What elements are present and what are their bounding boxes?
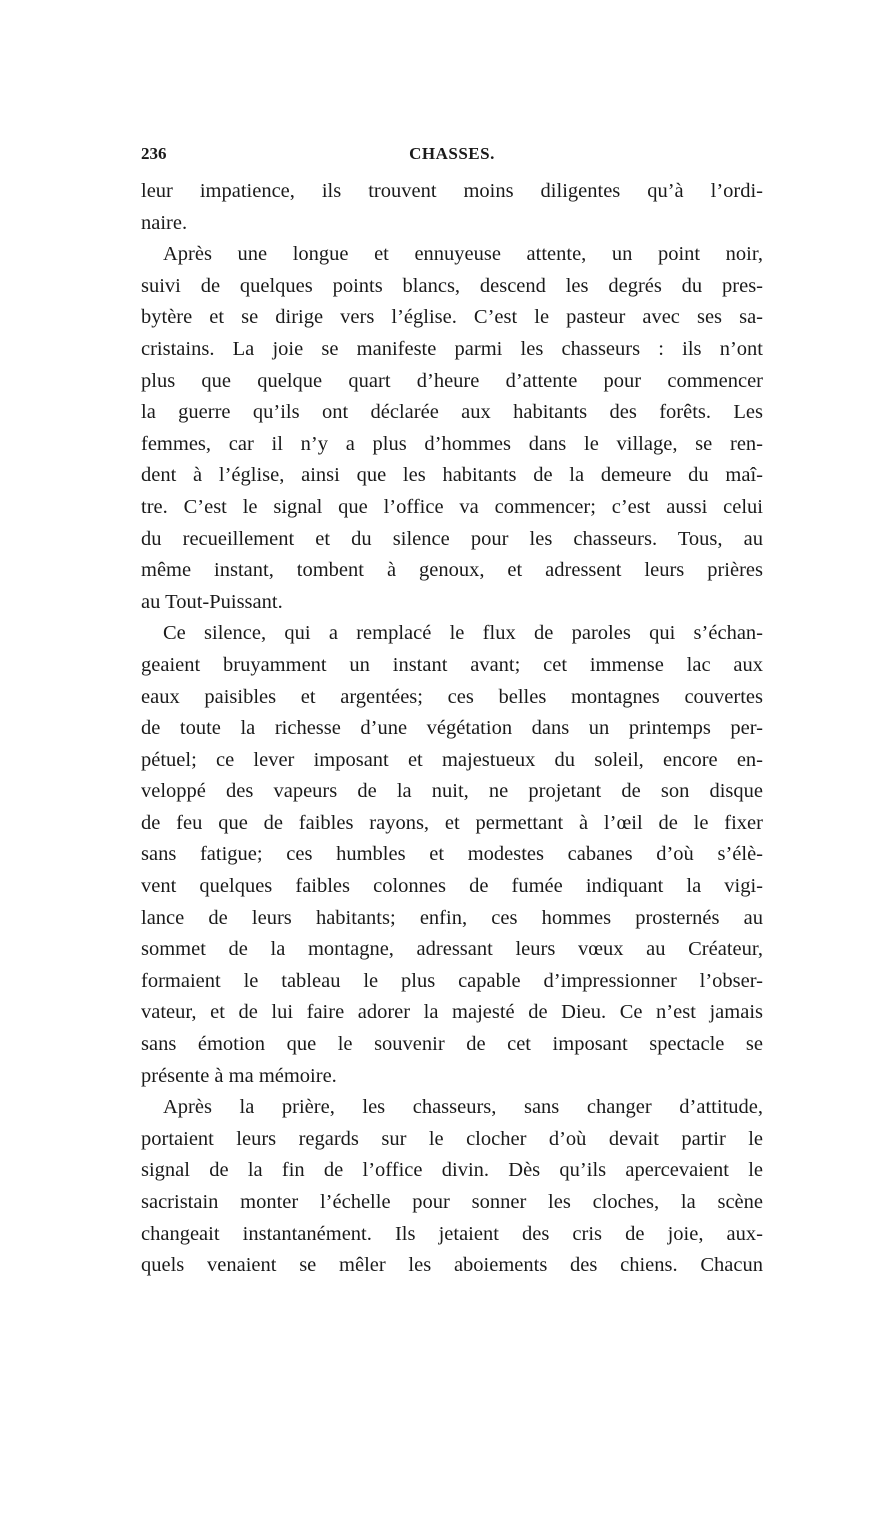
text-line: sans fatigue; ces humbles et modestes cabanes d’où s’élè-: [141, 843, 763, 866]
text-line: présente à ma mémoire.: [141, 1064, 337, 1087]
text-line: la guerre qu’ils ont déclarée aux habitants des forêts. Les: [141, 401, 763, 424]
text-line: sommet de la montagne, adressant leurs vœux au Créateur,: [141, 938, 763, 961]
text-line: dent à l’église, ainsi que les habitants de la demeure du maî-: [141, 464, 763, 487]
text-line: de toute la richesse d’une végétation dans un printemps per-: [141, 717, 763, 740]
text-line: sans émotion que le souvenir de cet imposant spectacle se: [141, 1033, 763, 1056]
text-line: formaient le tableau le plus capable d’impressionner l’obser-: [141, 969, 763, 992]
text-line: bytère et se dirige vers l’église. C’est le pasteur avec ses sa-: [141, 306, 763, 329]
paragraph: [141, 618, 763, 1092]
text-line: même instant, tombent à genoux, et adressent leurs prières: [141, 559, 763, 582]
text-line: suivi de quelques points blancs, descend les degrés du pres-: [141, 274, 763, 297]
text-line: changeait instantanément. Ils jetaient des cris de joie, aux-: [141, 1222, 763, 1245]
text-line: cristains. La joie se manifeste parmi les chasseurs : ils n’ont: [141, 337, 763, 360]
text-line: naire.: [141, 211, 188, 234]
page-number: 236: [141, 144, 167, 163]
text-line: portaient leurs regards sur le clocher d’où devait partir le: [141, 1127, 763, 1150]
text-line: Ce silence, qui a remplacé le flux de paroles qui s’échan-: [163, 622, 763, 645]
text-line: pétuel; ce lever imposant et majestueux du soleil, encore en-: [141, 748, 763, 771]
body-text: [141, 176, 763, 1282]
text-line: plus que quelque quart d’heure d’attente pour commencer: [141, 369, 763, 392]
text-line: Après la prière, les chasseurs, sans changer d’attitude,: [163, 1096, 763, 1119]
text-line: vent quelques faibles colonnes de fumée indiquant la vigi-: [141, 875, 763, 898]
text-line: veloppé des vapeurs de la nuit, ne projetant de son disque: [141, 780, 763, 803]
text-line: signal de la fin de l’office divin. Dès qu’ils apercevaient le: [141, 1159, 763, 1182]
text-line: sacristain monter l’échelle pour sonner les cloches, la scène: [141, 1191, 763, 1213]
text-line: tre. C’est le signal que l’office va commencer; c’est aussi celui: [141, 495, 763, 518]
paragraph: [141, 176, 763, 239]
text-line: geaient bruyamment un instant avant; cet immense lac aux: [141, 653, 763, 676]
paragraph: [141, 239, 763, 618]
paragraph: [141, 1092, 763, 1282]
text-line: leur impatience, ils trouvent moins diligentes qu’à l’ordi-: [141, 180, 763, 202]
text-line: Après une longue et ennuyeuse attente, un point noir,: [163, 243, 763, 266]
text-line: vateur, et de lui faire adorer la majesté de Dieu. Ce n’est jamais: [141, 1001, 763, 1024]
text-line: femmes, car il n’y a plus d’hommes dans le village, se ren-: [141, 432, 763, 455]
page-header: [141, 144, 763, 170]
text-line: de feu que de faibles rayons, et permettant à l’œil de le fixer: [141, 811, 763, 834]
text-line: au Tout-Puissant.: [141, 590, 283, 613]
text-line: quels venaient se mêler les aboiements des chiens. Chacun: [141, 1254, 763, 1277]
running-title: CHASSES.: [409, 144, 495, 163]
text-line: lance de leurs habitants; enfin, ces hommes prosternés au: [141, 906, 763, 929]
text-line: du recueillement et du silence pour les chasseurs. Tous, au: [141, 527, 763, 550]
text-line: eaux paisibles et argentées; ces belles montagnes couvertes: [141, 685, 763, 708]
